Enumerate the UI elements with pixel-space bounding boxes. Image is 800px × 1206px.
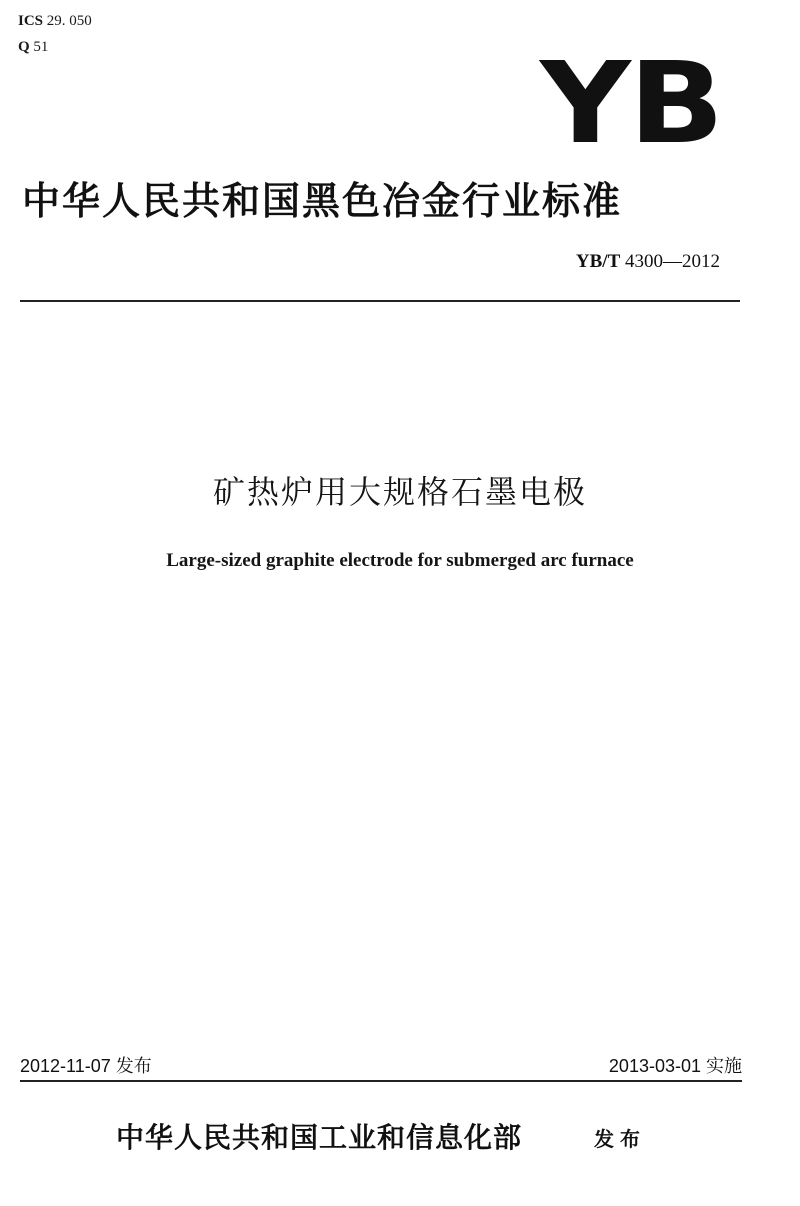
bottom-divider [20, 1080, 742, 1082]
standard-number-prefix: YB/T [575, 251, 621, 272]
publisher-action: 发布 [594, 1127, 646, 1151]
ics-code: 29. 050 [43, 13, 92, 29]
ccs-letter: Q [18, 39, 30, 55]
ics-classification [18, 12, 92, 30]
implementation-date: 2013-03-01 实施 [608, 1056, 742, 1076]
yb-logo: YB [540, 39, 722, 169]
ccs-number: 51 [29, 39, 49, 55]
top-divider [20, 300, 740, 302]
standard-number-value: 4300—2012 [620, 251, 720, 272]
standard-number [576, 251, 720, 273]
document-title-english: Large-sized graphite electrode for submerged arc furnace [166, 550, 634, 571]
industry-standard-title: 中华人民共和国黑色冶金行业标准 [22, 179, 623, 223]
document-title-chinese: 矿热炉用大规格石墨电极 [212, 473, 587, 511]
ics-label: ICS [18, 13, 44, 29]
issue-date: 2012-11-07 发布 [20, 1056, 152, 1076]
ccs-classification [18, 38, 48, 56]
publisher-name: 中华人民共和国工业和信息化部 [116, 1121, 523, 1154]
